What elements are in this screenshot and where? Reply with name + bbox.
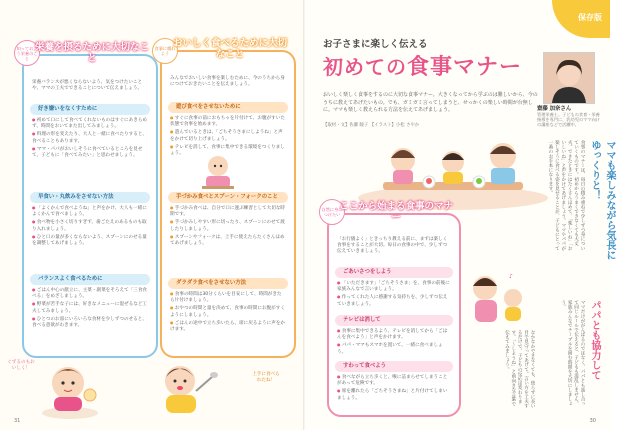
vertical-text-2: ママだけががんばるのではなく、パパとも話し合って同じルールで伝えると、子どもも混乱しません。家族みんなでテーブルを囲む時間を大切にしましょう。 [560, 300, 585, 406]
author-name: 齋藤 加奈さん [537, 106, 572, 112]
section-heading: ダラダラ食べをさせない方法 [168, 278, 288, 289]
bullet: ● テレビを消して、食事に集中できる環境をつくりましょう。 [170, 144, 286, 157]
bullet: ● すぐに食事の前におもちゃを片付けて、お腹がすいた状態で食事を始めます。 [170, 115, 286, 128]
subtitle: お子さまに楽しく伝える [323, 39, 428, 50]
bullet: ● ひと口の量が多くならないよう、スプーンにのせる量を調整してあげましょう。 [32, 234, 148, 247]
manners-section-3 [335, 361, 453, 403]
page-number-left: 31 [14, 418, 21, 424]
eating-sticker: 食事に慣れよう [152, 38, 178, 64]
section-heading: 早食い・丸飲みをさせない方法 [30, 192, 150, 203]
vertical-text-1: 食事のマナーは、毎日の積み重ねで少しずつ身についていくものです。初めからうまくできなくても大丈夫。できたときにはたくさんほめて、「楽しいね」「おいしいね」と声をかけてあげましょう。ママやパパが楽しそうに食べる姿を見せることが、子どもにとって一番のお手本になります。 [547, 140, 585, 251]
nutrition-intro: 栄養バランスが悪くならないよう、気をつけたいことや、ママの工夫でできることについて伝えましょう。 [32, 80, 143, 92]
bullet: ● スプーンやフォークは、上手に使えたらたくさんほめてあげましょう。 [170, 234, 286, 247]
section-heading: テレビは消して [335, 315, 453, 326]
eating-section-2 [168, 192, 288, 248]
right-page [305, 0, 615, 430]
page-number-right: 30 [589, 418, 596, 424]
nutrition-column-title: 栄養を摂るために大切なこと [34, 42, 149, 64]
nutrition-section-2 [30, 192, 150, 248]
nutrition-column [16, 42, 158, 358]
eating-section-3 [168, 278, 288, 334]
author-photo [543, 52, 595, 104]
bullet: ● 野菜が苦手な子には、好きなメニューに混ぜるなど工夫してみましょう。 [32, 301, 148, 314]
bullet: ● 「いただきます」「ごちそうさま」を、食事の前後に家族みんなで言いましょう。 [337, 280, 451, 293]
bullet: ● ひとつのお皿にいろいろな食材を少しずつのせると、食べる意欲がわきます。 [32, 316, 148, 329]
vertical-heading-2: パパとも協力して [589, 300, 600, 380]
bullet: ● パパ・ママもスマホを置いて、一緒に食べましょう。 [337, 342, 451, 355]
svg-text:♪: ♪ [509, 273, 513, 280]
main-title-main: 食事マナー [407, 55, 523, 80]
bullet: ● 料理の形を変えたり、大人と一緒に食べたりすると、食べることもあります。 [32, 131, 148, 144]
bullet: ● 「よくかんで食べようね」と声をかけ、大人も一緒によくかんで食べましょう。 [32, 205, 148, 218]
main-title [323, 50, 522, 81]
eating-intro: みんなでおいしい食事を楽しむために、今のうちから身につけておきたいことを伝えましょう。 [170, 76, 285, 88]
main-title-prefix: 初めての [323, 55, 407, 79]
save-badge: 保存版 [552, 0, 610, 38]
callout-left: ぐずるのもおいしく！ [7, 360, 35, 371]
mother-child-illustration [463, 268, 533, 328]
author-role: 管理栄養士。子どもの食育・栄養指導を専門に、乳幼児のママ向けの講座などで活躍中。 [537, 112, 600, 128]
lead-text: おいしく楽しく食事をするのに大切な食事マナー。大きくなってから学ぶのは難しいから、今のうちに教えてあげたいもの。でも、ガミガミ言ってしまうと、せっかくの楽しい時間が台無しに。ママも楽しく教えられる方法を伝えてあげましょう。 [323, 92, 538, 113]
bullet: ● 席を離れたら「ごちそうさまね」と片付けてしまいましょう。 [337, 388, 451, 401]
manners-section-2 [335, 315, 453, 357]
bullet: ● ごはん中心の献立に、主菜・副菜をそろえて「三食食べる」をめざしましょう。 [32, 287, 148, 300]
author-info [537, 104, 603, 128]
section-heading: すわって食べよう [335, 361, 453, 372]
section-heading: 手づかみ食べとスプーン・フォークのこと [168, 192, 288, 203]
credit-line: 【取材・文】佐藤 瞳子 【イラスト】小松 さやか [323, 123, 420, 128]
section-heading: 好き嫌いをなくすために [30, 104, 150, 115]
manners-intro: 「お行儀よく」ときっちり教える前に、まずは楽しく食事をすることが大切。毎日の食事の中で、少しずつ伝えていきましょう。 [337, 237, 448, 255]
bullet: ● おやつの時間と量を決めて、食事の時間にお腹がすくようにしましょう。 [170, 305, 286, 318]
manners-box-title: ここから始まる食事のマナー [339, 201, 454, 223]
nutrition-section-3 [30, 274, 150, 330]
bullet: ● 初めて口にして食べてくれないものはすぐにあきらめず、時間をおいてまた出してみましょう。 [32, 117, 148, 130]
baby-highchair-illustration [196, 150, 240, 194]
nutrition-section-1 [30, 104, 150, 160]
bullet: ● 食べながら立ち歩くと、喉に詰まらせてしまうことがあって危険です。 [337, 374, 451, 387]
bullet: ● 食事の時間は30分くらいを目安にして、時間がきたら片付けましょう。 [170, 291, 286, 304]
section-heading: 遊び食べをさせないために [168, 102, 288, 113]
author-portrait-icon [544, 53, 594, 103]
vertical-heading-1: ママも楽しみながら気長にゆっくりと！ [589, 140, 615, 260]
left-page [0, 0, 304, 430]
manners-sticker: 自然に身につけたい [319, 199, 345, 225]
manners-box [321, 201, 461, 417]
bullet: ● 食事に集中できるよう、テレビを消してから「ごはんを食べよう」と声をかけます。 [337, 328, 451, 341]
manners-section-1 [335, 267, 453, 309]
eating-column-title: おいしく食べるために大切なこと [172, 38, 287, 60]
bullet: ● 手づかみ食べは、自分で口に運ぶ練習として大切な時期です。 [170, 205, 286, 218]
bullet: ● 遊んでいるときは、「ごちそうさまにしようね」と声をかけて切り上げましょう。 [170, 129, 286, 142]
eating-column [154, 38, 296, 358]
bullet: ● 作ってくれた人に感謝する気持ちを、少しずつ伝えていきましょう。 [337, 294, 451, 307]
nutrition-sticker: 知っておこう栄養のこと [14, 40, 40, 66]
section-heading: ごあいさつをしよう [335, 267, 453, 278]
callout-right: 上手に食べられたね！ [252, 372, 280, 383]
bullet: ● 食べ物を小さく切りすぎず、歯ごたえのあるものも取り入れましょう。 [32, 219, 148, 232]
bullet: ● ごはんの途中で立ち歩いたら、席に戻るように声をかけます。 [170, 320, 286, 333]
baby-spoon-illustration [150, 355, 230, 420]
bullet: ● 手づかみしやすい形に切ったり、スプーンにのせて渡したりしましょう。 [170, 219, 286, 232]
bullet: ● ママ・パパがおいしそうに食べているところを見せて、子どもに「食べてみたい」と思わせましょう。 [32, 146, 148, 159]
section-heading: バランスよく食べるために [30, 274, 150, 285]
vertical-text-3: なかなかできなくても、焦らずに長い目で見守ってあげて。言い方を工夫するだけで、子どもの反応は変わります。「〜しようね」と前向きな言葉で伝えてみましょう。 [504, 330, 535, 409]
